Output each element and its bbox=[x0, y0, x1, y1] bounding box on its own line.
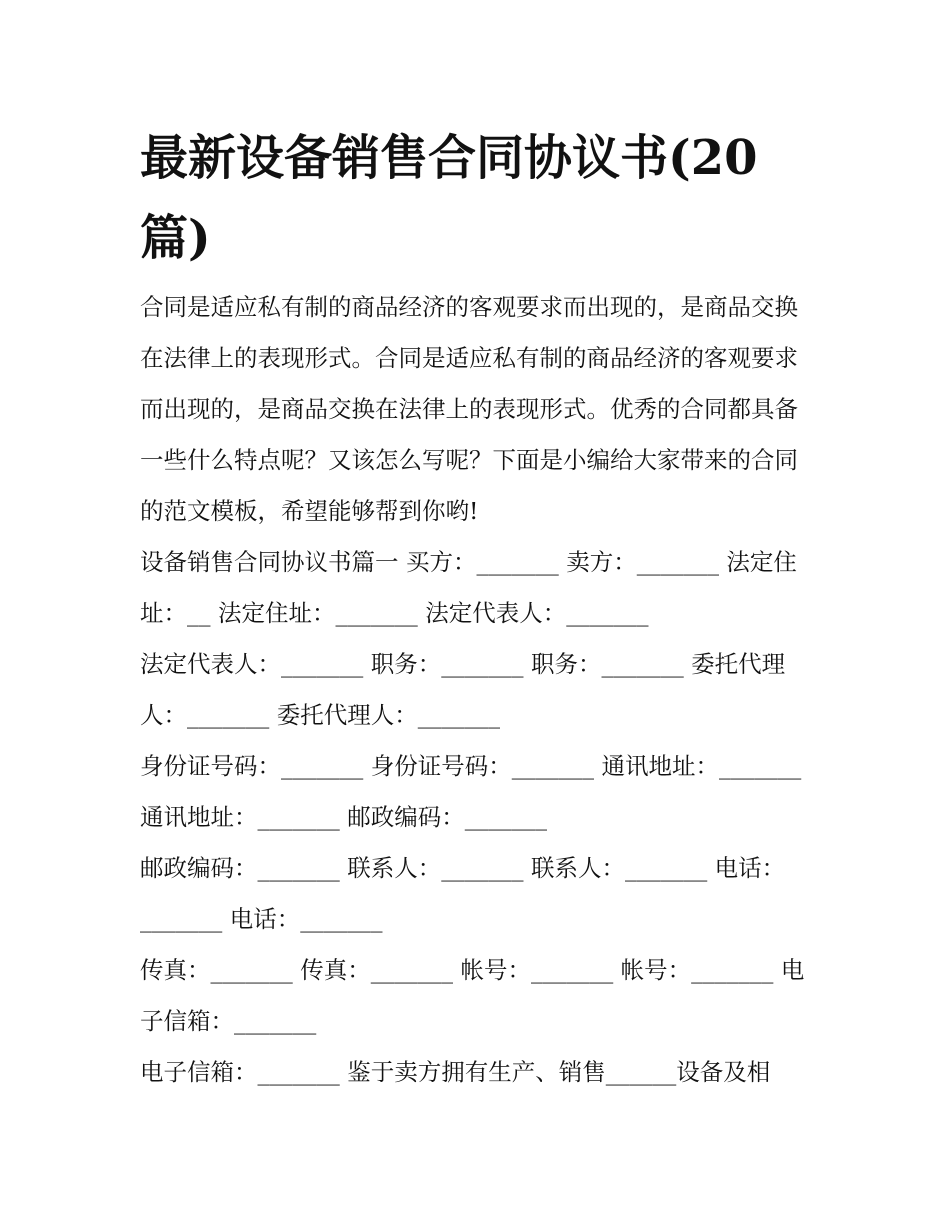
representatives-paragraph: 法定代表人：_______ 职务：_______ 职务：_______ 委托代理人：_______ 委托代理人：_______ bbox=[140, 650, 786, 729]
intro-paragraph: 合同是适应私有制的商品经济的客观要求而出现的，是商品交换在法律上的表现形式。合同是适应私有制的商品经济的客观要求而出现的，是商品交换在法律上的表现形式。优秀的合同都具备一些什么特点呢？又该怎么写呢？下面是小编给大家带来的合同的范文模板，希望能够帮到你哟! bbox=[140, 293, 798, 525]
id-address-paragraph: 身份证号码：_______ 身份证号码：_______ 通讯地址：_______ 通讯地址：_______ 邮政编码：_______ bbox=[140, 752, 802, 831]
email-paragraph: 电子信箱：_______ 鉴于卖方拥有生产、销售______设备及相 bbox=[140, 1058, 771, 1086]
document-title: 最新设备销售合同协议书(20篇) bbox=[140, 130, 758, 266]
document-body bbox=[140, 282, 820, 1098]
contact-paragraph: 邮政编码：_______ 联系人：_______ 联系人：_______ 电话：_______ 电话：_______ bbox=[140, 854, 786, 933]
parties-paragraph: 设备销售合同协议书篇一 买方：_______ 卖方：_______ 法定住址：__ 法定住址：_______ 法定代表人：_______ bbox=[140, 548, 797, 627]
fax-account-paragraph: 传真：_______ 传真：_______ 帐号：_______ 帐号：_______ 电子信箱：_______ bbox=[140, 956, 805, 1035]
